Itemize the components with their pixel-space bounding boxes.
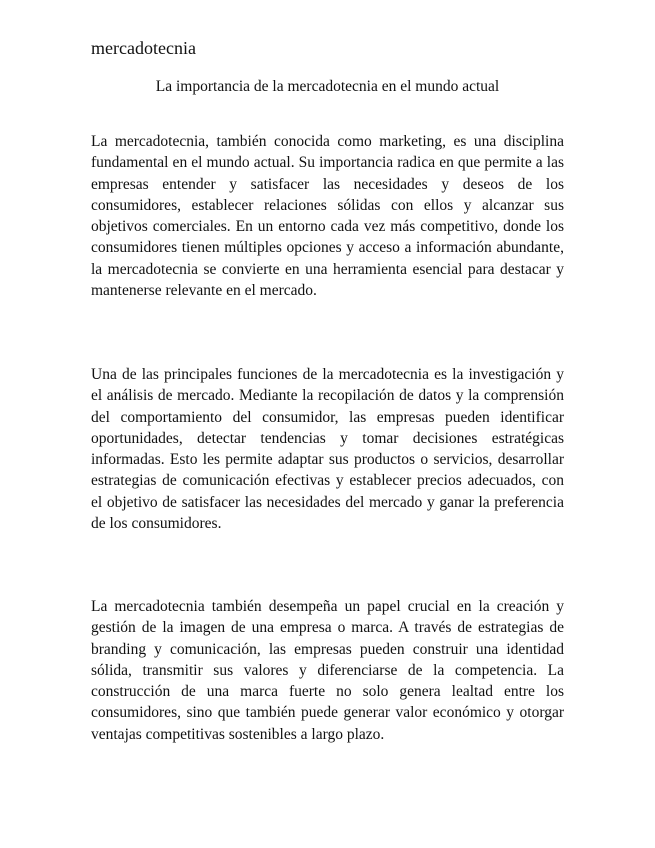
paragraph-2: Una de las principales funciones de la mercadotecnia es la investigación y el análisis de mercado. Mediante la recopilación de datos y la comprensión del comportamiento del consumidor, las empresas pueden identificar oportunidades, detectar tendencias y tomar decisiones estratégicas informadas. Esto les permite adaptar sus productos o servicios, desarrollar estrategias de comunicación efectivas y establecer precios adecuados, con el objetivo de satisfacer las necesidades del mercado y ganar la preferencia de los consumidores.: [91, 366, 564, 533]
paragraph-1: La mercadotecnia, también conocida como marketing, es una disciplina fundamental en el mundo actual. Su importancia radica en que permite a las empresas entender y satisfacer las necesidades y deseos de los consumidores, establecer relaciones sólidas con ellos y alcanzar sus objetivos comerciales. En un entorno cada vez más competitivo, donde los consumidores tienen múltiples opciones y acceso a información abundante, la mercadotecnia se convierte en una herramienta esencial para destacar y mantenerse relevante en el mercado.: [91, 133, 564, 300]
document-heading: mercadotecnia: [91, 38, 196, 58]
paragraph-3: La mercadotecnia también desempeña un papel crucial en la creación y gestión de la imagen de una empresa o marca. A través de estrategias de branding y comunicación, las empresas pueden construir una identidad sólida, transmitir sus valores y diferenciarse de la competencia. La construcción de una marca fuerte no solo genera lealtad entre los consumidores, sino que también puede generar valor económico y otorgar ventajas competitivas sostenibles a largo plazo.: [91, 598, 564, 743]
document-title: La importancia de la mercadotecnia en el mundo actual: [155, 78, 500, 95]
